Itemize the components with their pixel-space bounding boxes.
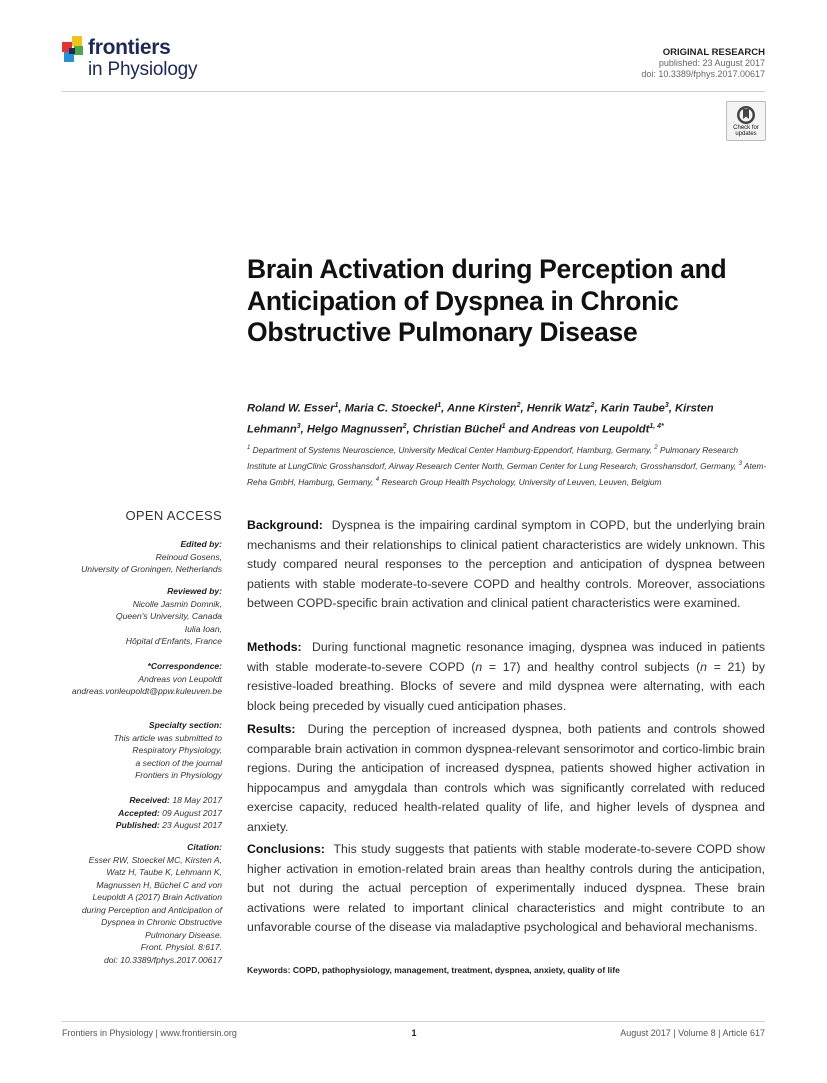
citation-line: during Perception and Anticipation of bbox=[81, 904, 222, 915]
published-label: Published: bbox=[115, 820, 160, 830]
article-doi[interactable]: doi: 10.3389/fphys.2017.00617 bbox=[641, 69, 765, 79]
reviewed-by-block bbox=[62, 585, 222, 648]
accepted-date: 09 August 2017 bbox=[162, 807, 222, 818]
page-number: 1 bbox=[411, 1028, 417, 1038]
methods-text: During functional magnetic resonance imaging, dyspnea was induced in patients with stable moderate-to-severe COPD ( bbox=[247, 640, 765, 674]
specialty-line: This article was submitted to bbox=[113, 732, 222, 743]
reviewer-line: Nicolle Jasmin Domnik, bbox=[132, 598, 222, 609]
citation-line[interactable]: doi: 10.3389/fphys.2017.00617 bbox=[103, 954, 222, 965]
keywords-text: COPD, pathophysiology, management, treatment, dyspnea, anxiety, quality of life bbox=[292, 965, 620, 975]
conclusions-label: Conclusions: bbox=[247, 842, 325, 856]
methods-text: = 21) by resistive-loaded breathing. Blocks of severe and mild dyspnea were alternating, with each block being preceded by visually cued anticipation phases. bbox=[247, 659, 765, 713]
affiliation-number: 1 bbox=[247, 445, 251, 451]
author-list bbox=[247, 397, 767, 438]
correspondence-name: Andreas von Leupoldt bbox=[138, 673, 222, 684]
specialty-line: a section of the journal bbox=[135, 757, 222, 768]
specialty-line: Frontiers in Physiology bbox=[135, 770, 222, 780]
affiliation-text: Pulmonary Research Institute at LungClinic Grosshansdorf, Airway Research Center North, German Center for Lung Research, Grosshansdorf, Germany, bbox=[247, 444, 739, 471]
check-for-updates-badge[interactable] bbox=[726, 101, 766, 141]
author-separator: , bbox=[594, 402, 601, 415]
author-affiliation-sup: 1 bbox=[437, 402, 442, 409]
check-badge-line2: updates bbox=[735, 131, 757, 137]
author-affiliation-sup: 1 bbox=[334, 402, 339, 409]
author-separator: , bbox=[668, 402, 676, 415]
bookmark-icon bbox=[736, 105, 756, 125]
author-separator: , bbox=[406, 423, 413, 436]
article-meta bbox=[641, 47, 765, 80]
author-separator: , bbox=[441, 402, 447, 415]
author-name[interactable]: Henrik Watz bbox=[526, 402, 591, 415]
author-name[interactable]: Anne Kirsten bbox=[446, 402, 517, 415]
author-affiliation-sup: 1, 4* bbox=[649, 422, 664, 430]
abstract-results bbox=[247, 720, 765, 838]
citation-line: Watz H, Taube K, Lehmann K, bbox=[106, 867, 222, 877]
author-affiliation-sup: 2 bbox=[516, 402, 521, 409]
abstract-conclusions bbox=[247, 840, 765, 938]
author-separator: and bbox=[505, 423, 532, 436]
check-badge-text bbox=[727, 125, 765, 137]
correspondence-email[interactable]: andreas.vonleupoldt@ppw.kuleuven.be bbox=[71, 686, 222, 696]
author-affiliation-sup: 2 bbox=[402, 422, 407, 430]
citation-line: Dyspnea in Chronic Obstructive bbox=[101, 917, 222, 927]
affiliation-number: 3 bbox=[738, 460, 742, 467]
citation-line: Pulmonary Disease. bbox=[145, 929, 222, 940]
affiliation-number: 4 bbox=[375, 476, 380, 483]
citation-label: Citation: bbox=[187, 842, 222, 852]
footer-journal-link[interactable]: Frontiers in Physiology | www.frontiersin.org bbox=[62, 1028, 237, 1038]
article-type: ORIGINAL RESEARCH bbox=[662, 47, 765, 58]
citation-line: Leupoldt A (2017) Brain Activation bbox=[92, 892, 222, 902]
reviewer-line: Iulia Ioan, bbox=[184, 623, 222, 634]
footer-divider bbox=[62, 1021, 765, 1022]
author-separator: , bbox=[300, 423, 307, 436]
affiliation-number: 2 bbox=[654, 445, 658, 451]
edited-by-block bbox=[62, 538, 222, 576]
author-affiliation-sup: 3 bbox=[296, 422, 301, 430]
correspondence-block bbox=[62, 660, 222, 698]
published-date: published: 23 August 2017 bbox=[658, 58, 765, 68]
received-label: Received: bbox=[129, 795, 170, 805]
methods-n-symbol: n bbox=[700, 659, 708, 674]
background-label: Background: bbox=[247, 518, 323, 532]
author-affiliation-sup: 3 bbox=[664, 402, 669, 409]
author-name[interactable]: Roland W. Esser bbox=[247, 402, 335, 415]
methods-label: Methods: bbox=[247, 640, 302, 654]
reviewed-by-label: Reviewed by: bbox=[167, 586, 222, 596]
article-title: Brain Activation during Perception and Anticipation of Dyspnea in Chronic Obstructive Pulmonary Disease bbox=[247, 254, 727, 347]
citation-line: Magnussen H, Büchel C and von bbox=[96, 879, 222, 890]
specialty-block bbox=[62, 719, 222, 782]
affiliation-text: Atem-Reha GmbH, Hamburg, Germany, bbox=[247, 460, 767, 487]
keywords bbox=[247, 965, 765, 975]
published-date-side: 23 August 2017 bbox=[162, 820, 222, 830]
footer-issue-info: August 2017 | Volume 8 | Article 617 bbox=[620, 1028, 765, 1038]
affiliations bbox=[247, 441, 767, 488]
citation-line: Esser RW, Stoeckel MC, Kirsten A, bbox=[88, 854, 222, 865]
author-name[interactable]: Kirsten Lehmann bbox=[247, 402, 714, 436]
header-divider bbox=[62, 91, 765, 92]
abstract-background bbox=[247, 516, 765, 614]
edited-by-label: Edited by: bbox=[180, 539, 222, 549]
editor-line: Reinoud Gosens, bbox=[155, 551, 222, 562]
affiliation-text: Department of Systems Neuroscience, University Medical Center Hamburg-Eppendorf, Hamburg, Germany, bbox=[250, 444, 655, 455]
author-name[interactable]: Andreas von Leupoldt bbox=[531, 423, 650, 436]
author-affiliation-sup: 2 bbox=[590, 402, 595, 409]
author-name[interactable]: Christian Büchel bbox=[412, 423, 502, 436]
author-affiliation-sup: 1 bbox=[501, 422, 506, 430]
methods-text: = 17) and healthy control subjects ( bbox=[482, 659, 701, 674]
results-text: During the perception of increased dyspnea, both patients and controls showed comparable brain activation in common dyspnea-relevant sensorimotor and cortico-limbic brain regions. During the anticipation of increased dyspnea, patients showed higher activation in hippocampus and amygdala than controls which was significantly correlated with reduced exercise capacity, reduced health-related quality of life, and higher levels of dyspnea and anxiety. bbox=[247, 722, 765, 834]
affiliation-text: Research Group Health Psychology, University of Leuven, Leuven, Belgium bbox=[379, 476, 662, 487]
citation-line: Front. Physiol. 8:617. bbox=[140, 942, 222, 952]
open-access-label: OPEN ACCESS bbox=[125, 508, 222, 523]
specialty-line: Respiratory Physiology, bbox=[132, 745, 222, 755]
keywords-label: Keywords: bbox=[247, 965, 291, 975]
author-separator: , bbox=[338, 402, 345, 415]
received-date: 18 May 2017 bbox=[172, 795, 222, 805]
results-label: Results: bbox=[247, 722, 296, 736]
correspondence-label: *Correspondence: bbox=[147, 661, 222, 671]
methods-n-symbol: n bbox=[475, 659, 483, 674]
background-text: Dyspnea is the impairing cardinal symptom in COPD, but the underlying brain mechanisms and their relationships to clinical patient characteristics are widely unknown. This study compared neural responses to the perception and anticipation of dyspnea between patients with stable moderate-to-severe COPD and healthy controls. Moreover, associations between COPD-specific brain activation and clinical patient characteristics were examined. bbox=[247, 518, 765, 611]
editor-line: University of Groningen, Netherlands bbox=[81, 564, 222, 574]
journal-logo[interactable] bbox=[62, 36, 222, 86]
check-badge-line1: Check for bbox=[733, 125, 759, 131]
logo-word-frontiers: frontiers bbox=[88, 36, 171, 59]
dates-block bbox=[62, 794, 222, 832]
frontiers-logo-icon bbox=[62, 36, 84, 64]
reviewer-line: Hôpital d'Enfants, France bbox=[125, 636, 222, 646]
author-name[interactable]: Helgo Magnussen bbox=[306, 423, 403, 436]
logo-word-journal: in Physiology bbox=[88, 59, 198, 80]
author-name[interactable]: Karin Taube bbox=[600, 402, 665, 415]
author-name[interactable]: Maria C. Stoeckel bbox=[344, 402, 438, 415]
conclusions-text: This study suggests that patients with stable moderate-to-severe COPD show higher activation in emotion-related brain areas than healthy controls during the anticipation, but not during the actual perception of experimentally induced dyspnea. These brain activations were related to important clinical characteristics and might contribute to an unfavorable course of the disease via maladaptive psychological and behavioral mechanisms. bbox=[247, 842, 765, 935]
citation-block bbox=[62, 841, 222, 966]
abstract-methods bbox=[247, 638, 765, 716]
reviewer-line: Queen's University, Canada bbox=[115, 611, 222, 621]
accepted-label: Accepted: bbox=[118, 807, 160, 818]
author-separator: , bbox=[520, 402, 527, 415]
specialty-label: Specialty section: bbox=[148, 720, 222, 730]
